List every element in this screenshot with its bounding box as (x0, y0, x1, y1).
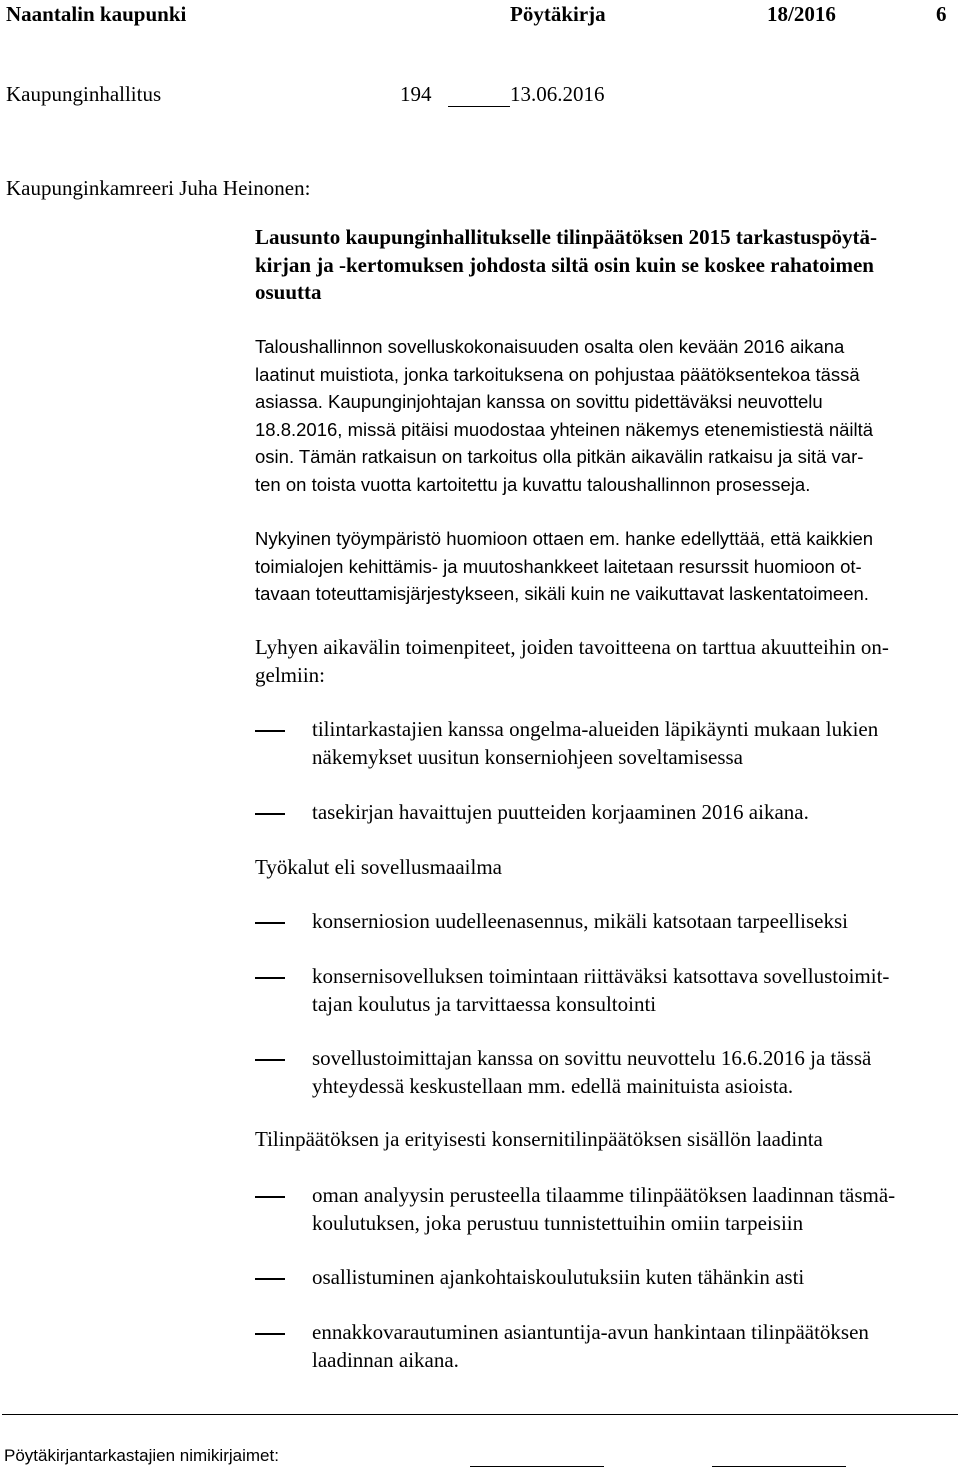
list-item-line: tajan koulutus ja tarvittaessa konsultointi (312, 991, 657, 1016)
list-dash (255, 1059, 285, 1061)
list-dash (255, 1196, 285, 1198)
list-dash (255, 1278, 285, 1280)
list-dash (255, 977, 285, 979)
document-number: 18/2016 (767, 2, 836, 26)
list-item-line: yhteydessä keskustellaan mm. edellä mainituista asioista. (312, 1073, 794, 1098)
paragraph-2 (255, 525, 873, 608)
list-item (312, 908, 848, 936)
statement-title (255, 224, 877, 307)
paragraph-line: gelmiin: (255, 662, 325, 687)
municipality-name: Naantalin kaupunki (6, 2, 187, 26)
list-item-line: laadinnan aikana. (312, 1347, 459, 1372)
paragraph-line: asiassa. Kaupunginjohtajan kanssa on sovittu pidettäväksi neuvottelu (255, 391, 823, 412)
signature-line (712, 1466, 846, 1467)
list-item-line: sovellustoimittajan kanssa on sovittu neuvottelu 16.6.2016 ja tässä (312, 1046, 872, 1070)
list-item-line: tasekirjan havaittujen puutteiden korjaaminen 2016 aikana. (312, 800, 809, 824)
list-item (312, 1182, 895, 1237)
list-item (312, 799, 809, 827)
header-underline (448, 106, 510, 107)
title-line: kirjan ja -kertomuksen johdosta siltä osin kuin se koskee rahatoimen (255, 252, 874, 277)
list-item (312, 1264, 804, 1292)
paragraph-line: toimialojen kehittämis- ja muutoshankkeet laitetaan resurssit huomioon ot- (255, 555, 862, 577)
title-line: Lausunto kaupunginhallitukselle tilinpäätöksen 2015 tarkastuspöytä- (255, 225, 878, 249)
footer-divider (2, 1414, 958, 1415)
list-item (312, 963, 889, 1018)
paragraph-line: laatinut muistiota, jonka tarkoituksena on pohjustaa päätöksentekoa tässä (255, 363, 860, 385)
list-item-line: koulutuksen, joka perustuu tunnistettuihin omiin tarpeisiin (312, 1210, 804, 1235)
paragraph-1 (255, 333, 873, 498)
paragraph-line: Lyhyen aikavälin toimenpiteet, joiden tavoitteena on tarttua akuutteihin on- (255, 635, 889, 659)
list-item-line: konsernisovelluksen toimintaan riittäväksi katsottava sovellustoimit- (312, 964, 890, 988)
speaker-line: Kaupunginkamreeri Juha Heinonen: (6, 176, 311, 200)
signature-label: Pöytäkirjantarkastajien nimikirjaimet: (4, 1446, 279, 1465)
list-dash (255, 730, 285, 732)
list-item-line: ennakkovarautuminen asiantuntija-avun hankintaan tilinpäätöksen (312, 1320, 869, 1344)
list-dash (255, 922, 285, 924)
list-item (312, 716, 878, 771)
paragraph-line: Nykyinen työympäristö huomioon ottaen em. hanke edellyttää, että kaikkien (255, 528, 874, 549)
paragraph-line: 18.8.2016, missä pitäisi muodostaa yhteinen näkemys etenemistiestä näiltä (255, 418, 874, 440)
title-line: osuutta (255, 280, 322, 304)
list-item-line: osallistuminen ajankohtaiskoulutuksiin kuten tähänkin asti (312, 1265, 805, 1289)
section-number: 194 (400, 82, 432, 106)
list-item-line: näkemykset uusitun konserniohjeen soveltamisessa (312, 744, 744, 769)
document-type: Pöytäkirja (510, 2, 606, 26)
paragraph-line: Taloushallinnon sovelluskokonaisuuden osalta olen kevään 2016 aikana (255, 336, 845, 357)
paragraph-line: osin. Tämän ratkaisun on tarkoitus olla pitkän aikavälin ratkaisu ja sitä var- (255, 446, 864, 467)
meeting-date: 13.06.2016 (510, 82, 605, 106)
paragraph-3 (255, 634, 889, 689)
section-heading: Tilinpäätöksen ja erityisesti konsernitilinpäätöksen sisällön laadinta (255, 1127, 823, 1151)
list-item-line: oman analyysin perusteella tilaamme tilinpäätöksen laadinnan täsmä- (312, 1183, 896, 1207)
paragraph-line: tavaan toteuttamisjärjestykseen, sikäli kuin ne vaikuttavat laskentatoimeen. (255, 583, 869, 604)
governing-body: Kaupunginhallitus (6, 82, 162, 106)
list-dash (255, 813, 285, 815)
list-item (312, 1045, 871, 1100)
signature-line (470, 1466, 604, 1467)
list-item-line: tilintarkastajien kanssa ongelma-alueiden läpikäynti mukaan lukien (312, 717, 879, 741)
list-item (312, 1319, 869, 1374)
paragraph-line: ten on toista vuotta kartoitettu ja kuvattu taloushallinnon prosesseja. (255, 473, 811, 495)
section-heading: Työkalut eli sovellusmaailma (255, 855, 502, 879)
list-item-line: konserniosion uudelleenasennus, mikäli katsotaan tarpeelliseksi (312, 909, 848, 933)
list-dash (255, 1333, 285, 1335)
page-number: 6 (936, 2, 947, 26)
